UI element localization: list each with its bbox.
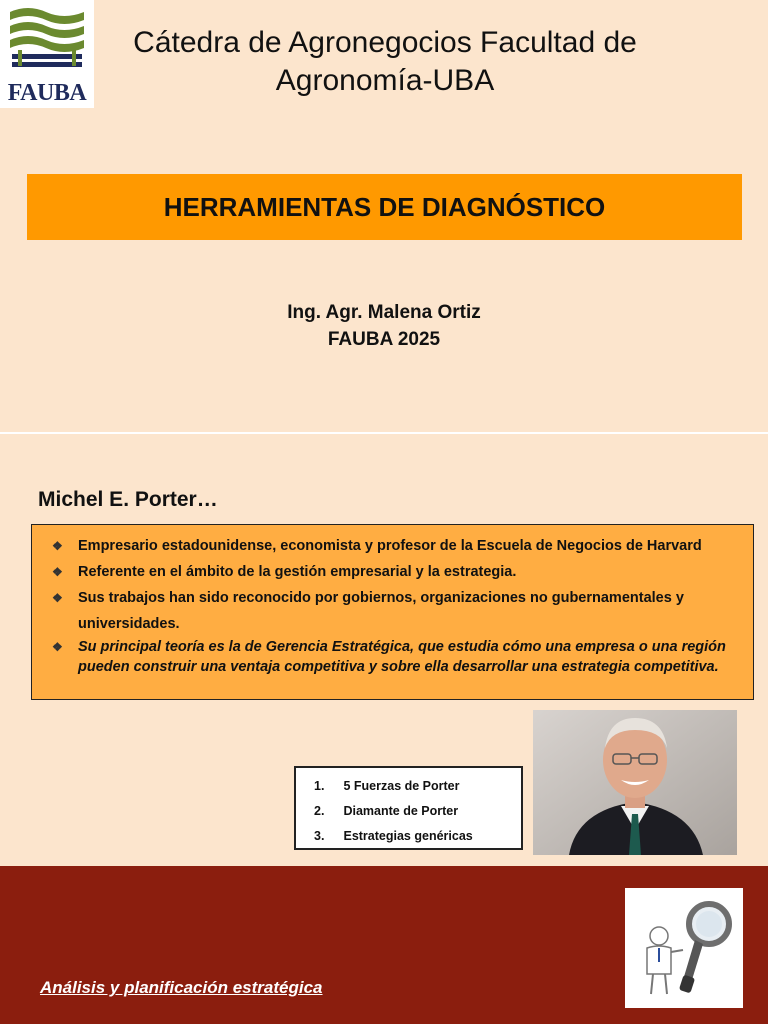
list-item: 1. 5 Fuerzas de Porter <box>314 779 460 793</box>
tools-list-box <box>294 766 523 850</box>
porter-slide <box>0 434 768 1024</box>
course-title-line1: Cátedra de Agronegocios Facultad de <box>133 26 637 59</box>
list-item: ❖ Empresario estadounidense, economista y profesor de la Escuela de Negocios de Harvard <box>48 533 743 559</box>
author-block <box>0 299 768 353</box>
diamond-bullet-icon: ❖ <box>52 539 63 553</box>
diamond-bullet-icon: ❖ <box>52 591 63 605</box>
magnifier-person-icon <box>625 888 743 1008</box>
course-title <box>100 24 670 100</box>
list-item: ❖ Sus trabajos han sido reconocido por gobiernos, organizaciones no gubernamentales y universidades. <box>48 585 743 637</box>
portrait-photo <box>533 710 737 855</box>
slide-title: Michel E. Porter… <box>38 488 218 511</box>
title-slide <box>0 0 768 432</box>
bullet-box <box>31 524 754 700</box>
author-name: Ing. Agr. Malena Ortiz <box>287 302 481 323</box>
fauba-logo <box>0 0 94 108</box>
bullet-list <box>32 525 753 677</box>
portrait-image <box>533 710 737 855</box>
list-item: 2. Diamante de Porter <box>314 804 459 818</box>
diamond-bullet-icon: ❖ <box>52 565 63 579</box>
diamond-bullet-icon: ❖ <box>52 640 63 654</box>
list-item: ❖ Referente en el ámbito de la gestión empresarial y la estrategia. <box>48 559 743 585</box>
tools-list <box>296 768 521 849</box>
footer-link[interactable]: Análisis y planificación estratégica <box>40 978 323 997</box>
author-affiliation: FAUBA 2025 <box>327 329 441 350</box>
course-title-line2: Agronomía-UBA <box>275 64 495 97</box>
logo-text: FAUBA <box>7 80 87 106</box>
list-item: 3. Estrategias genéricas <box>314 829 473 843</box>
fauba-logo-icon <box>8 6 86 78</box>
topic-banner <box>27 174 742 240</box>
list-item: ❖ Su principal teoría es la de Gerencia Estratégica, que estudia cómo una empresa o una región pueden construir una ventaja competitiva y sobre ella desarrollar una estrategia competitiva. <box>52 639 726 675</box>
topic-banner-text: HERRAMIENTAS DE DIAGNÓSTICO <box>163 191 606 222</box>
